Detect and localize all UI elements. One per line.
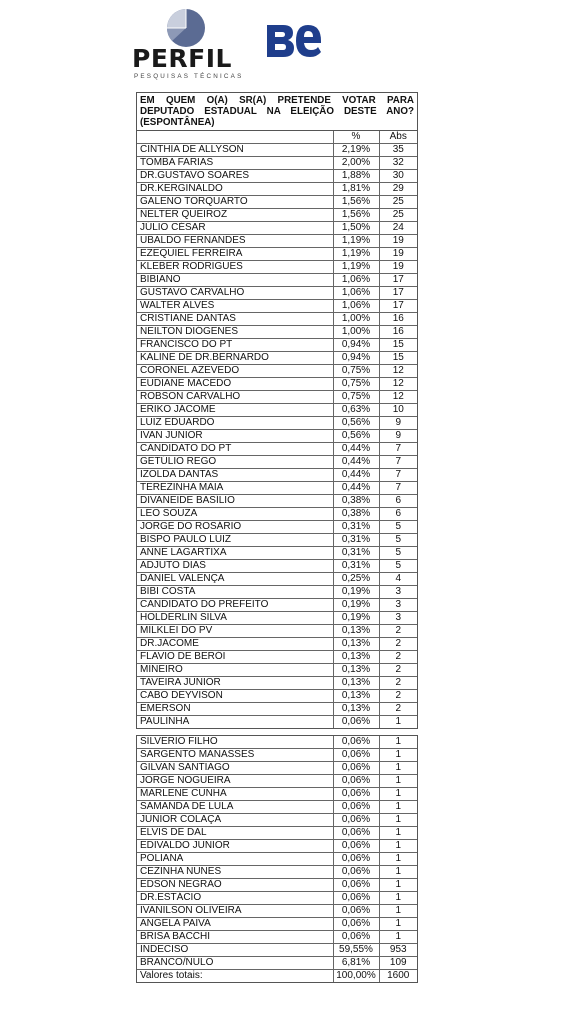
vote-count: 1 [379, 749, 417, 762]
vote-count: 3 [379, 599, 417, 612]
table-row [137, 209, 417, 222]
table-row [137, 892, 417, 905]
vote-percent: 1,19% [333, 248, 379, 261]
vote-percent: 0,44% [333, 482, 379, 495]
candidate-name: FRANCISCO DO PT [137, 339, 333, 352]
vote-count: 12 [379, 391, 417, 404]
vote-count: 1 [379, 931, 417, 944]
vote-percent: 0,31% [333, 560, 379, 573]
vote-count: 10 [379, 404, 417, 417]
vote-count: 4 [379, 573, 417, 586]
table-row [137, 612, 417, 625]
vote-percent: 0,31% [333, 534, 379, 547]
vote-percent: 0,44% [333, 469, 379, 482]
candidate-name: FLAVIO DE BERÓI [137, 651, 333, 664]
vote-count: 17 [379, 274, 417, 287]
candidate-name: BIBI COSTA [137, 586, 333, 599]
vote-count: 1 [379, 775, 417, 788]
candidate-name: EUDIANE MACEDO [137, 378, 333, 391]
candidate-name: DIVANEIDE BASÍLIO [137, 495, 333, 508]
vote-count: 1600 [379, 970, 417, 983]
vote-count: 1 [379, 814, 417, 827]
candidate-name: ANGELA PAIVA [137, 918, 333, 931]
vote-percent: 0,06% [333, 866, 379, 879]
vote-percent: 0,06% [333, 905, 379, 918]
table-row [137, 599, 417, 612]
vote-percent: 0,06% [333, 853, 379, 866]
table-row [137, 378, 417, 391]
table-row [137, 469, 417, 482]
vote-table-top [136, 92, 418, 729]
vote-percent: 0,31% [333, 521, 379, 534]
column-header-absolute: Abs [379, 131, 417, 144]
vote-count: 35 [379, 144, 417, 157]
table-row [137, 905, 417, 918]
vote-count: 3 [379, 612, 417, 625]
candidate-name: NEILTON DIÓGENES [137, 326, 333, 339]
vote-percent: 0,56% [333, 430, 379, 443]
table-row [137, 788, 417, 801]
vote-count: 6 [379, 495, 417, 508]
candidate-name: INDECISO [137, 944, 333, 957]
table-row [137, 573, 417, 586]
candidate-name: DR.ESTÁCIO [137, 892, 333, 905]
table-row [137, 365, 417, 378]
table-row [137, 222, 417, 235]
vote-count: 5 [379, 521, 417, 534]
candidate-name: KLEBER RODRIGUES [137, 261, 333, 274]
vote-percent: 0,13% [333, 651, 379, 664]
vote-count: 2 [379, 703, 417, 716]
candidate-name: NELTER QUEIROZ [137, 209, 333, 222]
vote-count: 2 [379, 677, 417, 690]
vote-count: 17 [379, 300, 417, 313]
table-row [137, 287, 417, 300]
vote-percent: 0,06% [333, 827, 379, 840]
perfil-subtitle: PESQUISAS TÉCNICAS [134, 73, 244, 80]
vote-percent: 0,75% [333, 378, 379, 391]
vote-percent: 0,63% [333, 404, 379, 417]
vote-percent: 0,25% [333, 573, 379, 586]
candidate-name: SILVERIO FILHO [137, 736, 333, 749]
pie-chart-icon [166, 8, 206, 48]
vote-percent: 0,13% [333, 664, 379, 677]
candidate-name: ELVIS DE DAL [137, 827, 333, 840]
table-row [137, 235, 417, 248]
table-row [137, 853, 417, 866]
vote-count: 1 [379, 853, 417, 866]
candidate-name: GILVAN SANTIAGO [137, 762, 333, 775]
vote-count: 1 [379, 788, 417, 801]
candidate-name: ERIKO JÁCOME [137, 404, 333, 417]
candidate-name: BIBIANO [137, 274, 333, 287]
candidate-name: WALTER ALVES [137, 300, 333, 313]
vote-count: 9 [379, 430, 417, 443]
candidate-name: CINTHIA DE ALLYSON [137, 144, 333, 157]
candidate-name: EZEQUIEL FERREIRA [137, 248, 333, 261]
perfil-logo [132, 8, 248, 80]
vote-count: 1 [379, 716, 417, 729]
candidate-name: JUNIOR COLAÇA [137, 814, 333, 827]
candidate-name: EDIVALDO JUNIOR [137, 840, 333, 853]
vote-count: 2 [379, 625, 417, 638]
vote-percent: 2,19% [333, 144, 379, 157]
survey-question: EM QUEM O(A) SR(A) PRETENDE VOTAR PARA DEPUTADO ESTADUAL NA ELEIÇÃO DESTE ANO? (ESPONTÂNEA) [137, 93, 417, 131]
candidate-name: TAVEIRA JUNIOR [137, 677, 333, 690]
vote-percent: 0,19% [333, 586, 379, 599]
table-row [137, 313, 417, 326]
table-row [137, 931, 417, 944]
vote-percent: 6,81% [333, 957, 379, 970]
vote-percent: 0,13% [333, 703, 379, 716]
vote-percent: 0,94% [333, 339, 379, 352]
vote-percent: 0,56% [333, 417, 379, 430]
vote-percent: 1,06% [333, 300, 379, 313]
candidate-name: JORGE DO ROSÁRIO [137, 521, 333, 534]
vote-count: 1 [379, 918, 417, 931]
candidate-name: LUIZ EDUARDO [137, 417, 333, 430]
candidate-name: GALENO TORQUARTO [137, 196, 333, 209]
candidate-name: JÚLIO CÉSAR [137, 222, 333, 235]
vote-percent: 1,00% [333, 326, 379, 339]
table-row [137, 879, 417, 892]
table-row [137, 170, 417, 183]
table-row [137, 651, 417, 664]
candidate-name: LEO SOUZA [137, 508, 333, 521]
vote-percent: 0,06% [333, 918, 379, 931]
vote-percent: 0,06% [333, 801, 379, 814]
candidate-name: DR.KERGINALDO [137, 183, 333, 196]
vote-percent: 1,19% [333, 261, 379, 274]
table-row [137, 749, 417, 762]
candidate-name: BRISA BACCHI [137, 931, 333, 944]
candidate-name: JORGE NOGUEIRA [137, 775, 333, 788]
vote-count: 7 [379, 456, 417, 469]
vote-count: 12 [379, 365, 417, 378]
table-row [137, 157, 417, 170]
vote-count: 25 [379, 196, 417, 209]
vote-percent: 100,00% [333, 970, 379, 983]
candidate-name: EMERSON [137, 703, 333, 716]
vote-percent: 0,06% [333, 879, 379, 892]
vote-count: 1 [379, 840, 417, 853]
vote-count: 1 [379, 736, 417, 749]
vote-percent: 0,44% [333, 456, 379, 469]
table-row [137, 918, 417, 931]
vote-count: 16 [379, 326, 417, 339]
vote-count: 29 [379, 183, 417, 196]
candidate-name: CANDIDATO DO PREFEITO [137, 599, 333, 612]
vote-count: 2 [379, 638, 417, 651]
vote-percent: 0,06% [333, 749, 379, 762]
vote-count: 25 [379, 209, 417, 222]
table-row [137, 944, 417, 957]
vote-percent: 0,06% [333, 788, 379, 801]
table-row [137, 508, 417, 521]
vote-count: 1 [379, 827, 417, 840]
vote-percent: 0,38% [333, 508, 379, 521]
vote-percent: 1,50% [333, 222, 379, 235]
vote-percent: 0,06% [333, 840, 379, 853]
vote-percent: 1,19% [333, 235, 379, 248]
candidate-name: IZOLDA DANTAS [137, 469, 333, 482]
table-row [137, 638, 417, 651]
vote-count: 15 [379, 339, 417, 352]
table-row [137, 339, 417, 352]
candidate-name: BRANCO/NULO [137, 957, 333, 970]
vote-percent: 0,94% [333, 352, 379, 365]
table-row [137, 274, 417, 287]
vote-count: 1 [379, 801, 417, 814]
candidate-name: ADJUTO DIAS [137, 560, 333, 573]
header [0, 0, 576, 88]
vote-count: 1 [379, 879, 417, 892]
vote-count: 2 [379, 651, 417, 664]
table-row [137, 866, 417, 879]
vote-percent: 0,38% [333, 495, 379, 508]
candidate-name: MARLENE CUNHA [137, 788, 333, 801]
table-row [137, 625, 417, 638]
candidate-name: Valores totais: [140, 970, 203, 981]
vote-count: 2 [379, 664, 417, 677]
vote-percent: 0,06% [333, 892, 379, 905]
vote-count: 109 [379, 957, 417, 970]
table-row [137, 664, 417, 677]
table-row [137, 677, 417, 690]
vote-count: 1 [379, 892, 417, 905]
vote-percent: 0,13% [333, 690, 379, 703]
table-row [137, 775, 417, 788]
be-logo [264, 22, 322, 60]
vote-percent: 0,31% [333, 547, 379, 560]
candidate-name: IVAN JUNIOR [137, 430, 333, 443]
candidate-name: TEREZINHA MAIA [137, 482, 333, 495]
table-row [137, 703, 417, 716]
table-row [137, 547, 417, 560]
results-table-continued [137, 736, 417, 982]
table-header-row [137, 131, 417, 144]
candidate-name: MINEIRO [137, 664, 333, 677]
vote-percent: 1,56% [333, 196, 379, 209]
candidate-name: ROBSON CARVALHO [137, 391, 333, 404]
candidate-name: CRISTIANE DANTAS [137, 313, 333, 326]
candidate-name: PAULINHA [140, 716, 190, 727]
table-row [137, 957, 417, 970]
vote-percent: 0,06% [333, 931, 379, 944]
vote-percent: 0,06% [333, 775, 379, 788]
candidate-name: TOMBA FARIAS [137, 157, 333, 170]
candidate-name: KALINE DE DR.BERNARDO [137, 352, 333, 365]
vote-count: 6 [379, 508, 417, 521]
vote-percent: 0,06% [333, 736, 379, 749]
vote-percent: 1,56% [333, 209, 379, 222]
table-row [137, 801, 417, 814]
table-row [137, 814, 417, 827]
vote-count: 5 [379, 560, 417, 573]
table-row [137, 248, 417, 261]
vote-percent: 0,75% [333, 391, 379, 404]
vote-count: 5 [379, 534, 417, 547]
candidate-name: IVANILSON OLIVEIRA [137, 905, 333, 918]
candidate-name: CANDIDATO DO PT [137, 443, 333, 456]
perfil-wordmark: PERFIL [132, 44, 232, 73]
vote-count: 953 [379, 944, 417, 957]
table-row [137, 417, 417, 430]
candidate-name: CORONEL AZEVEDO [137, 365, 333, 378]
vote-percent: 0,19% [333, 599, 379, 612]
candidate-name: DR.GUSTAVO SOARES [137, 170, 333, 183]
vote-count: 15 [379, 352, 417, 365]
table-row [137, 521, 417, 534]
vote-percent: 0,06% [333, 814, 379, 827]
table-row [137, 326, 417, 339]
table-row [137, 430, 417, 443]
table-row [137, 840, 417, 853]
table-row [137, 495, 417, 508]
table-row [137, 560, 417, 573]
column-header-percent: % [333, 131, 379, 144]
vote-count: 30 [379, 170, 417, 183]
vote-count: 3 [379, 586, 417, 599]
vote-count: 24 [379, 222, 417, 235]
vote-count: 5 [379, 547, 417, 560]
candidate-name: MILKLEI DO PV [137, 625, 333, 638]
vote-percent: 59,55% [333, 944, 379, 957]
vote-count: 9 [379, 417, 417, 430]
vote-percent: 0,13% [333, 638, 379, 651]
vote-percent: 1,81% [333, 183, 379, 196]
vote-percent: 0,06% [333, 762, 379, 775]
table-row [137, 183, 417, 196]
table-row [137, 716, 417, 729]
vote-percent: 0,13% [333, 677, 379, 690]
table-row [137, 352, 417, 365]
table-row [137, 404, 417, 417]
vote-percent: 0,19% [333, 612, 379, 625]
candidate-name: CEZINHA NUNES [137, 866, 333, 879]
candidate-name: BISPO PAULO LUIZ [137, 534, 333, 547]
table-row [137, 261, 417, 274]
column-header-name [137, 131, 333, 144]
vote-percent: 1,06% [333, 274, 379, 287]
vote-percent: 0,44% [333, 443, 379, 456]
vote-count: 19 [379, 261, 417, 274]
candidate-name: POLIANA [137, 853, 333, 866]
candidate-name: SAMANDA DE LULA [137, 801, 333, 814]
vote-count: 19 [379, 235, 417, 248]
table-row [137, 534, 417, 547]
candidate-name: CABO DEYVISON [137, 690, 333, 703]
candidate-name: SARGENTO MANASSES [137, 749, 333, 762]
candidate-name: ANNE LAGARTIXA [137, 547, 333, 560]
vote-count: 12 [379, 378, 417, 391]
vote-count: 17 [379, 287, 417, 300]
vote-count: 1 [379, 866, 417, 879]
candidate-name: GUSTAVO CARVALHO [137, 287, 333, 300]
candidate-name: HOLDERLIN SILVA [137, 612, 333, 625]
vote-count: 19 [379, 248, 417, 261]
vote-table-bottom [136, 735, 418, 983]
table-row [137, 456, 417, 469]
vote-percent: 0,06% [333, 716, 379, 729]
table-row [137, 300, 417, 313]
vote-percent: 0,13% [333, 625, 379, 638]
table-row [137, 970, 417, 983]
table-row [137, 391, 417, 404]
table-row [137, 196, 417, 209]
candidate-name: DANIEL VALENÇA [137, 573, 333, 586]
table-row [137, 827, 417, 840]
vote-count: 1 [379, 762, 417, 775]
candidate-name: DR.JÁCOME [137, 638, 333, 651]
candidate-name: EDSON NEGRÃO [137, 879, 333, 892]
vote-count: 16 [379, 313, 417, 326]
vote-count: 7 [379, 482, 417, 495]
table-row [137, 586, 417, 599]
vote-count: 7 [379, 443, 417, 456]
vote-count: 7 [379, 469, 417, 482]
table-row [137, 762, 417, 775]
vote-count: 1 [379, 905, 417, 918]
vote-percent: 1,00% [333, 313, 379, 326]
vote-percent: 1,88% [333, 170, 379, 183]
table-row [137, 144, 417, 157]
results-table [137, 131, 417, 728]
table-row [137, 736, 417, 749]
vote-percent: 0,75% [333, 365, 379, 378]
table-row [137, 690, 417, 703]
candidate-name: GETÚLIO REGO [137, 456, 333, 469]
table-row [137, 482, 417, 495]
vote-count: 2 [379, 690, 417, 703]
vote-percent: 2,00% [333, 157, 379, 170]
vote-percent: 1,06% [333, 287, 379, 300]
table-row [137, 443, 417, 456]
vote-count: 32 [379, 157, 417, 170]
candidate-name: UBALDO FERNANDES [137, 235, 333, 248]
